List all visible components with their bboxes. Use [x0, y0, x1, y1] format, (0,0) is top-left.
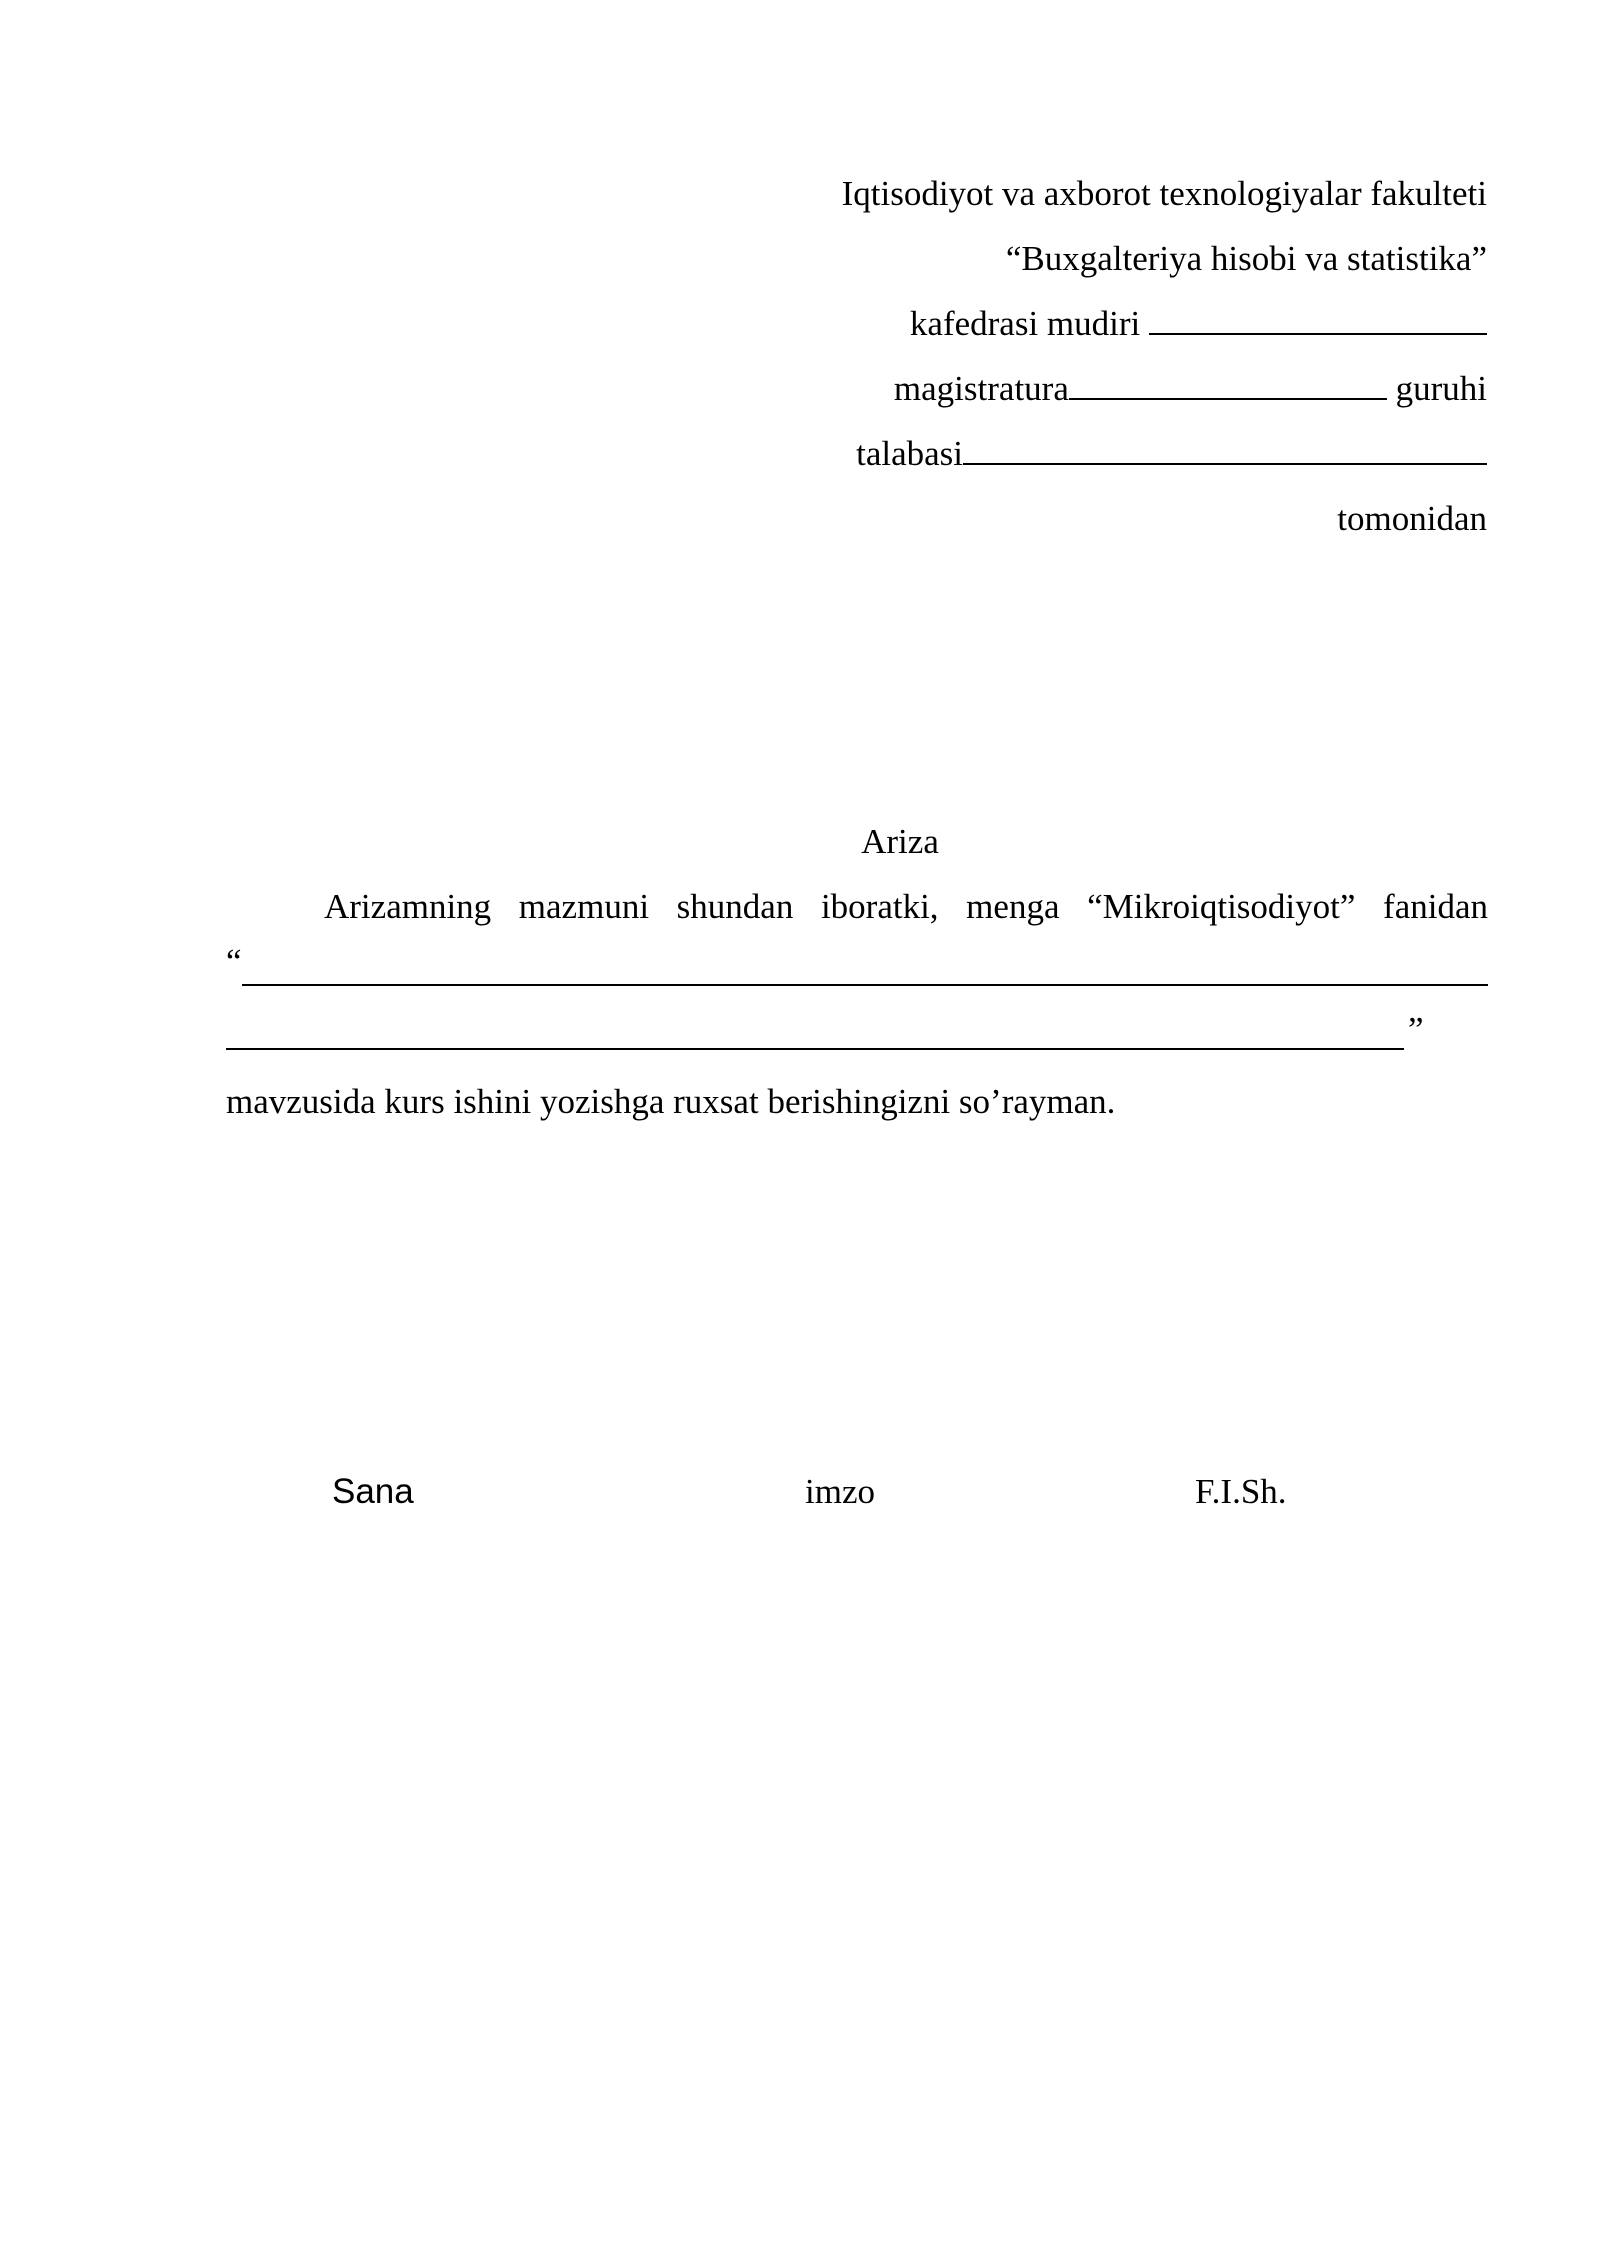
date-label: Sana [332, 1472, 414, 1511]
paragraph-first-line: Arizamning mazmuni shundan iboratki, menga “Mikroiqtisodiyot” fanidan [324, 887, 1488, 926]
master-group-line [894, 367, 1487, 411]
faculty-name: Iqtisodiyot va axborot texnologiyalar fakulteti [841, 174, 1487, 213]
department-name: “Buxgalteriya hisobi va statistika” [1005, 239, 1487, 278]
from-line [1337, 497, 1487, 541]
full-name-label: F.I.Sh. [1195, 1472, 1287, 1511]
close-quote: ” [1408, 1010, 1424, 1049]
from-label: tomonidan [1337, 499, 1487, 538]
topic-blank-line-2 [226, 1048, 1404, 1050]
signature-label: imzo [805, 1472, 875, 1511]
student-label: talabasi [856, 434, 963, 473]
group-label: guruhi [1395, 369, 1487, 408]
document-title: Ariza [861, 822, 939, 861]
head-label: kafedrasi mudiri [909, 304, 1141, 343]
department-line [1006, 237, 1487, 281]
document-title-line [0, 820, 1600, 864]
master-label: magistratura [893, 369, 1069, 408]
paragraph-last-line: mavzusida kurs ishini yozishga ruxsat berishingizni so’rayman. [226, 1082, 1116, 1121]
student-name-blank [963, 433, 1487, 465]
head-name-blank [1149, 303, 1487, 335]
student-line [856, 432, 1487, 476]
head-line [910, 302, 1487, 346]
faculty-line [842, 172, 1487, 216]
topic-blank-line-1 [242, 984, 1488, 986]
open-quote: “ [226, 942, 242, 981]
group-number-blank [1069, 368, 1387, 400]
